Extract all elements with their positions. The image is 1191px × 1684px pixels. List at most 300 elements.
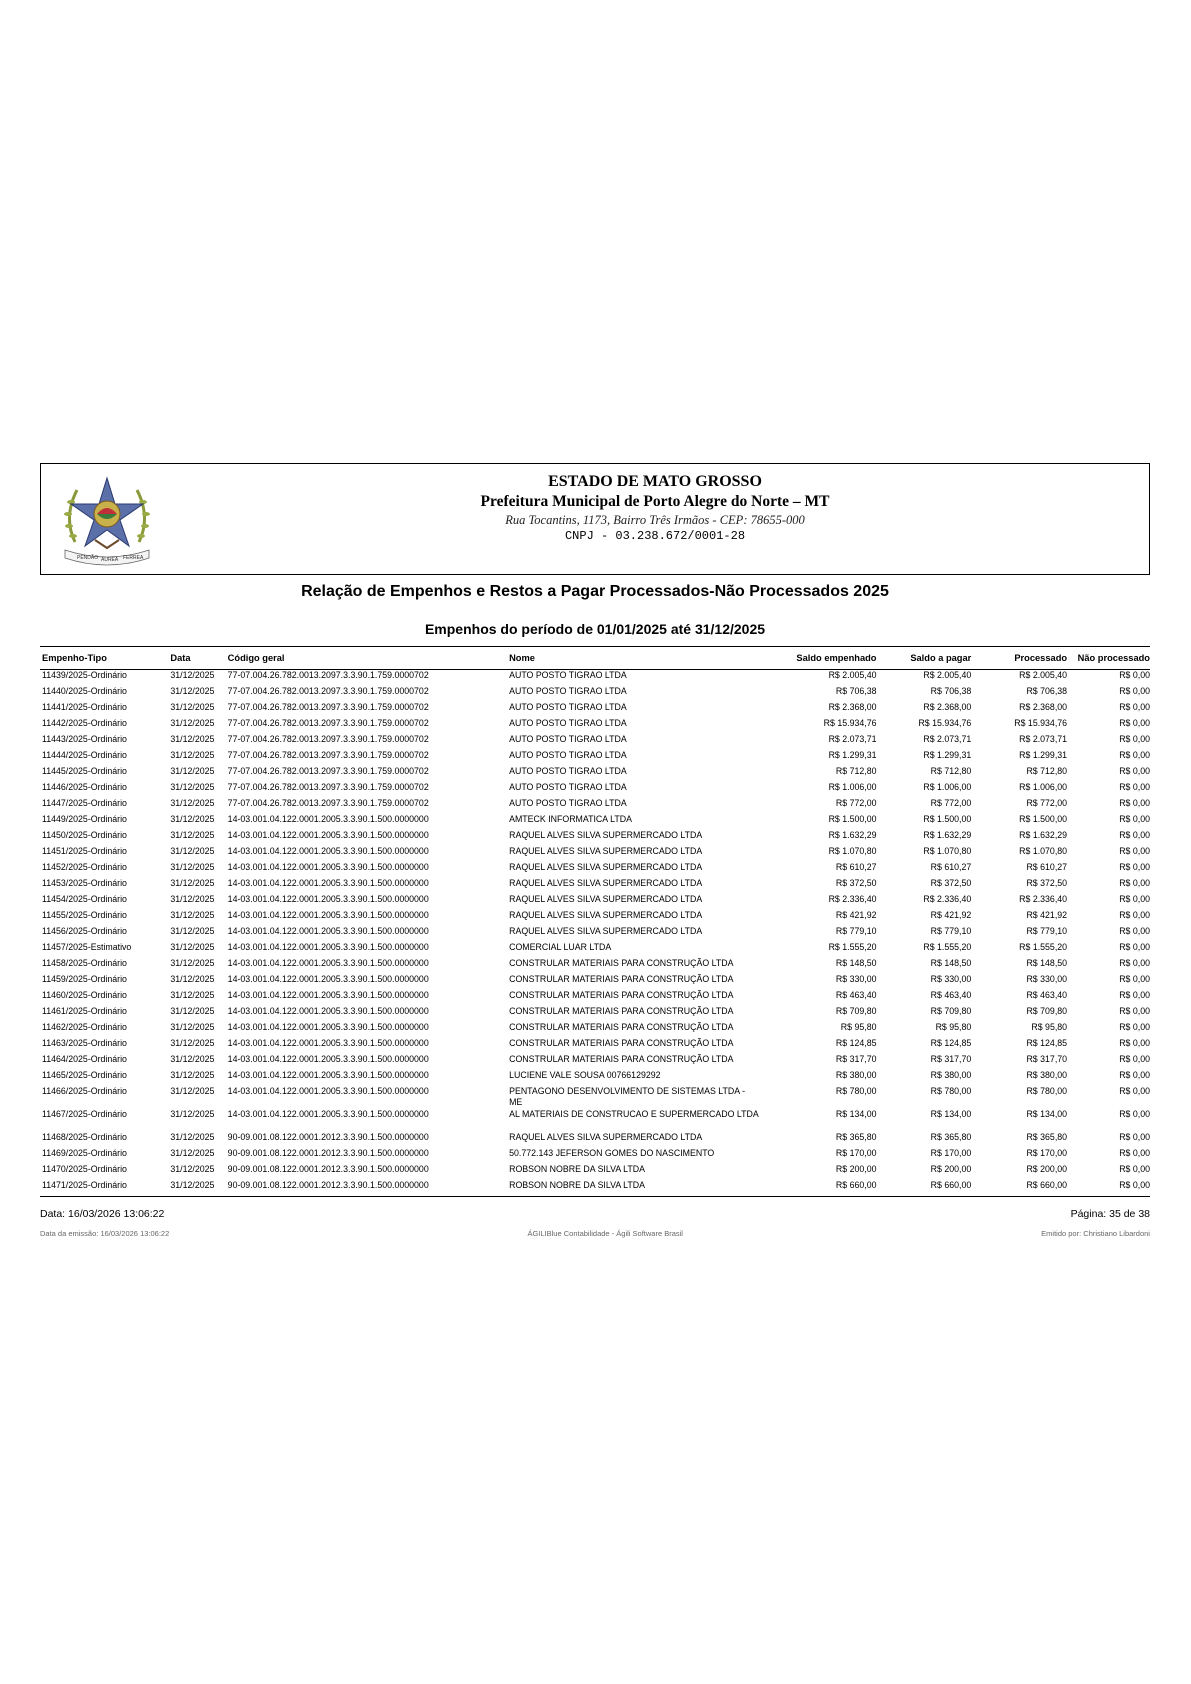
cell-codigo: 14-03.001.04.122.0001.2005.3.3.90.1.500.0000000: [227, 878, 429, 888]
cell-nao-processado: R$ 0,00: [1119, 1022, 1150, 1032]
cell-nome: RAQUEL ALVES SILVA SUPERMERCADO LTDA: [509, 878, 703, 888]
cell-empenho: 11441/2025-Ordinário: [42, 702, 127, 712]
footer-page-number: Página: 35 de 38: [1070, 1208, 1150, 1220]
cell-saldo-a-pagar: R$ 2.073,71: [923, 734, 972, 744]
col-codigo-geral: Código geral: [227, 653, 285, 663]
cell-saldo-a-pagar: R$ 463,40: [930, 990, 972, 1000]
cell-data: 31/12/2025: [170, 702, 215, 712]
cell-empenho: 11442/2025-Ordinário: [42, 718, 127, 728]
cell-nome: 50.772.143 JEFERSON GOMES DO NASCIMENTO: [509, 1148, 715, 1158]
cell-saldo-a-pagar: R$ 780,00: [930, 1086, 972, 1096]
cell-processado: R$ 1.299,31: [1019, 750, 1068, 760]
cell-codigo: 14-03.001.04.122.0001.2005.3.3.90.1.500.0000000: [227, 894, 429, 904]
cell-codigo: 77-07.004.26.782.0013.2097.3.3.90.1.759.0000702: [227, 718, 429, 728]
cell-data: 31/12/2025: [170, 1070, 215, 1080]
cell-nome: RAQUEL ALVES SILVA SUPERMERCADO LTDA: [509, 830, 703, 840]
cell-nome: CONSTRULAR MATERIAIS PARA CONSTRUÇÃO LTDA: [509, 1054, 734, 1064]
cell-saldo-a-pagar: R$ 2.336,40: [923, 894, 972, 904]
software-name: ÁGILIBlue Contabilidade - Ágili Software Brasil: [527, 1229, 683, 1238]
table-row: [40, 894, 1150, 910]
table-header: [40, 646, 1150, 670]
cell-saldo-empenhado: R$ 200,00: [835, 1164, 877, 1174]
cell-saldo-a-pagar: R$ 124,85: [930, 1038, 972, 1048]
cell-data: 31/12/2025: [170, 846, 215, 856]
cell-data: 31/12/2025: [170, 750, 215, 760]
cell-data: 31/12/2025: [170, 782, 215, 792]
cell-saldo-empenhado: R$ 380,00: [835, 1070, 877, 1080]
cell-saldo-empenhado: R$ 463,40: [835, 990, 877, 1000]
cell-nome: CONSTRULAR MATERIAIS PARA CONSTRUÇÃO LTDA: [509, 1038, 734, 1048]
cell-data: 31/12/2025: [170, 734, 215, 744]
table-row: [40, 1022, 1150, 1038]
cell-nome: ROBSON NOBRE DA SILVA LTDA: [509, 1180, 645, 1190]
cell-data: 31/12/2025: [170, 718, 215, 728]
cell-processado: R$ 15.934,76: [1014, 718, 1068, 728]
cell-processado: R$ 330,00: [1026, 974, 1068, 984]
cell-nome: AUTO POSTO TIGRAO LTDA: [509, 750, 627, 760]
cell-codigo: 14-03.001.04.122.0001.2005.3.3.90.1.500.0000000: [227, 1038, 429, 1048]
cell-data: 31/12/2025: [170, 1038, 215, 1048]
cell-saldo-a-pagar: R$ 660,00: [930, 1180, 972, 1190]
table-row: [40, 798, 1150, 814]
cell-empenho: 11453/2025-Ordinário: [42, 878, 127, 888]
cell-codigo: 77-07.004.26.782.0013.2097.3.3.90.1.759.0000702: [227, 702, 429, 712]
cell-data: 31/12/2025: [170, 1022, 215, 1032]
table-row: [40, 958, 1150, 974]
cell-saldo-a-pagar: R$ 1.299,31: [923, 750, 972, 760]
cell-codigo: 77-07.004.26.782.0013.2097.3.3.90.1.759.0000702: [227, 734, 429, 744]
cell-empenho: 11459/2025-Ordinário: [42, 974, 127, 984]
table-row: [40, 1109, 1150, 1132]
emission-footer: [40, 1229, 1150, 1238]
cell-codigo: 14-03.001.04.122.0001.2005.3.3.90.1.500.0000000: [227, 926, 429, 936]
cell-nome: LUCIENE VALE SOUSA 00766129292: [509, 1070, 661, 1080]
document-subtitle: Empenhos do período de 01/01/2025 até 31/12/2025: [424, 621, 766, 637]
cell-empenho: 11463/2025-Ordinário: [42, 1038, 127, 1048]
cell-codigo: 90-09.001.08.122.0001.2012.3.3.90.1.500.0000000: [227, 1164, 429, 1174]
table-row: [40, 750, 1150, 766]
cell-saldo-empenhado: R$ 1.555,20: [828, 942, 877, 952]
cell-saldo-a-pagar: R$ 15.934,76: [918, 718, 972, 728]
cell-codigo: 90-09.001.08.122.0001.2012.3.3.90.1.500.0000000: [227, 1180, 429, 1190]
cell-empenho: 11467/2025-Ordinário: [42, 1109, 127, 1119]
cell-saldo-empenhado: R$ 1.299,31: [828, 750, 877, 760]
table-row: [40, 782, 1150, 798]
cell-empenho: 11462/2025-Ordinário: [42, 1022, 127, 1032]
table-row: [40, 830, 1150, 846]
cell-data: 31/12/2025: [170, 990, 215, 1000]
table-row: [40, 1070, 1150, 1086]
cell-data: 31/12/2025: [170, 670, 215, 680]
cell-codigo: 14-03.001.04.122.0001.2005.3.3.90.1.500.0000000: [227, 846, 429, 856]
cell-processado: R$ 365,80: [1026, 1132, 1068, 1142]
cell-codigo: 14-03.001.04.122.0001.2005.3.3.90.1.500.0000000: [227, 1070, 429, 1080]
cell-processado: R$ 706,38: [1026, 686, 1068, 696]
cell-codigo: 14-03.001.04.122.0001.2005.3.3.90.1.500.0000000: [227, 958, 429, 968]
cell-nao-processado: R$ 0,00: [1119, 894, 1150, 904]
cell-saldo-a-pagar: R$ 148,50: [930, 958, 972, 968]
letterhead-text: [41, 472, 1149, 544]
cell-data: 31/12/2025: [170, 1180, 215, 1190]
cell-nome: CONSTRULAR MATERIAIS PARA CONSTRUÇÃO LTDA: [509, 1006, 734, 1016]
cell-empenho: 11456/2025-Ordinário: [42, 926, 127, 936]
cell-nome: AUTO POSTO TIGRAO LTDA: [509, 766, 627, 776]
svg-text:FERREA: FERREA: [123, 555, 144, 561]
cell-saldo-a-pagar: R$ 95,80: [935, 1022, 972, 1032]
cell-empenho: 11468/2025-Ordinário: [42, 1132, 127, 1142]
table-row: [40, 974, 1150, 990]
cell-saldo-empenhado: R$ 148,50: [835, 958, 877, 968]
cell-saldo-empenhado: R$ 779,10: [835, 926, 877, 936]
table-row: [40, 1054, 1150, 1070]
cell-saldo-a-pagar: R$ 709,80: [930, 1006, 972, 1016]
cell-saldo-a-pagar: R$ 1.070,80: [923, 846, 972, 856]
cell-saldo-a-pagar: R$ 2.368,00: [923, 702, 972, 712]
table-row: [40, 926, 1150, 942]
cell-empenho: 11469/2025-Ordinário: [42, 1148, 127, 1158]
cell-nome: RAQUEL ALVES SILVA SUPERMERCADO LTDA: [509, 894, 703, 904]
cell-saldo-empenhado: R$ 95,80: [840, 1022, 877, 1032]
cell-processado: R$ 780,00: [1026, 1086, 1068, 1096]
cell-saldo-a-pagar: R$ 421,92: [930, 910, 972, 920]
cell-empenho: 11470/2025-Ordinário: [42, 1164, 127, 1174]
cell-saldo-empenhado: R$ 706,38: [835, 686, 877, 696]
svg-text:PENDÃO: PENDÃO: [77, 555, 99, 561]
cell-codigo: 14-03.001.04.122.0001.2005.3.3.90.1.500.0000000: [227, 942, 429, 952]
cell-data: 31/12/2025: [170, 862, 215, 872]
cell-nao-processado: R$ 0,00: [1119, 718, 1150, 728]
cell-processado: R$ 372,50: [1026, 878, 1068, 888]
cell-nome: AUTO POSTO TIGRAO LTDA: [509, 734, 627, 744]
cell-saldo-a-pagar: R$ 772,00: [930, 798, 972, 808]
cell-saldo-empenhado: R$ 660,00: [835, 1180, 877, 1190]
cell-processado: R$ 779,10: [1026, 926, 1068, 936]
cell-saldo-a-pagar: R$ 317,70: [930, 1054, 972, 1064]
issuer-name: Emitido por: Christiano Libardoni: [1041, 1229, 1150, 1238]
cell-codigo: 77-07.004.26.782.0013.2097.3.3.90.1.759.0000702: [227, 686, 429, 696]
cell-empenho: 11445/2025-Ordinário: [42, 766, 127, 776]
cell-saldo-a-pagar: R$ 1.006,00: [923, 782, 972, 792]
cell-nao-processado: R$ 0,00: [1119, 974, 1150, 984]
cell-saldo-empenhado: R$ 780,00: [835, 1086, 877, 1096]
cell-codigo: 14-03.001.04.122.0001.2005.3.3.90.1.500.0000000: [227, 974, 429, 984]
cell-processado: R$ 1.555,20: [1019, 942, 1068, 952]
cell-nome: AUTO POSTO TIGRAO LTDA: [509, 798, 627, 808]
table-row: [40, 686, 1150, 702]
cell-empenho: 11451/2025-Ordinário: [42, 846, 127, 856]
cell-codigo: 14-03.001.04.122.0001.2005.3.3.90.1.500.0000000: [227, 1006, 429, 1016]
table-row: [40, 702, 1150, 718]
cell-saldo-empenhado: R$ 1.500,00: [828, 814, 877, 824]
cell-saldo-empenhado: R$ 2.073,71: [828, 734, 877, 744]
col-empenho-tipo: Empenho-Tipo: [42, 653, 107, 663]
cell-data: 31/12/2025: [170, 958, 215, 968]
cell-codigo: 14-03.001.04.122.0001.2005.3.3.90.1.500.0000000: [227, 862, 429, 872]
cell-data: 31/12/2025: [170, 1054, 215, 1064]
table-row: [40, 1148, 1150, 1164]
cell-nao-processado: R$ 0,00: [1119, 686, 1150, 696]
cell-nome: COMERCIAL LUAR LTDA: [509, 942, 612, 952]
cell-saldo-a-pagar: R$ 2.005,40: [923, 670, 972, 680]
cell-codigo: 14-03.001.04.122.0001.2005.3.3.90.1.500.0000000: [227, 1109, 429, 1119]
cell-processado: R$ 2.005,40: [1019, 670, 1068, 680]
cell-codigo: 14-03.001.04.122.0001.2005.3.3.90.1.500.0000000: [227, 1086, 429, 1096]
cell-saldo-a-pagar: R$ 779,10: [930, 926, 972, 936]
cell-codigo: 77-07.004.26.782.0013.2097.3.3.90.1.759.0000702: [227, 750, 429, 760]
cell-saldo-a-pagar: R$ 200,00: [930, 1164, 972, 1174]
cell-saldo-empenhado: R$ 1.006,00: [828, 782, 877, 792]
document-title: Relação de Empenhos e Restos a Pagar Processados-Não Processados 2025: [301, 583, 889, 600]
cell-nao-processado: R$ 0,00: [1119, 702, 1150, 712]
table-row: [40, 670, 1150, 686]
cell-empenho: 11446/2025-Ordinário: [42, 782, 127, 792]
cell-empenho: 11464/2025-Ordinário: [42, 1054, 127, 1064]
page-footer: [40, 1208, 1150, 1220]
cell-saldo-empenhado: R$ 709,80: [835, 1006, 877, 1016]
cell-data: 31/12/2025: [170, 1109, 215, 1119]
cell-empenho: 11440/2025-Ordinário: [42, 686, 127, 696]
cell-nome: RAQUEL ALVES SILVA SUPERMERCADO LTDA: [509, 862, 703, 872]
cell-data: 31/12/2025: [170, 766, 215, 776]
cell-saldo-a-pagar: R$ 610,27: [930, 862, 972, 872]
table-row: [40, 766, 1150, 782]
cell-processado: R$ 709,80: [1026, 1006, 1068, 1016]
cell-saldo-empenhado: R$ 2.005,40: [828, 670, 877, 680]
table-row: [40, 1006, 1150, 1022]
letterhead: [40, 463, 1150, 575]
cell-empenho: 11457/2025-Estimativo: [42, 942, 132, 952]
cell-nao-processado: R$ 0,00: [1119, 670, 1150, 680]
cell-saldo-a-pagar: R$ 380,00: [930, 1070, 972, 1080]
cell-data: 31/12/2025: [170, 686, 215, 696]
cell-processado: R$ 380,00: [1026, 1070, 1068, 1080]
table-body: [40, 670, 1150, 1196]
cell-nao-processado: R$ 0,00: [1119, 1148, 1150, 1158]
cell-saldo-a-pagar: R$ 1.632,29: [923, 830, 972, 840]
cell-processado: R$ 1.500,00: [1019, 814, 1068, 824]
cell-nao-processado: R$ 0,00: [1119, 1038, 1150, 1048]
cell-data: 31/12/2025: [170, 1006, 215, 1016]
cell-processado: R$ 148,50: [1026, 958, 1068, 968]
cell-saldo-empenhado: R$ 712,80: [835, 766, 877, 776]
cell-nome: CONSTRULAR MATERIAIS PARA CONSTRUÇÃO LTDA: [509, 990, 734, 1000]
cell-nome: RAQUEL ALVES SILVA SUPERMERCADO LTDA: [509, 910, 703, 920]
table-row: [40, 718, 1150, 734]
cell-nome: CONSTRULAR MATERIAIS PARA CONSTRUÇÃO LTDA: [509, 958, 734, 968]
address: Rua Tocantins, 1173, Bairro Três Irmãos - CEP: 78655-000: [505, 513, 805, 527]
cell-empenho: 11460/2025-Ordinário: [42, 990, 127, 1000]
cell-data: 31/12/2025: [170, 814, 215, 824]
cell-empenho: 11465/2025-Ordinário: [42, 1070, 127, 1080]
svg-text:ÁUREA: ÁUREA: [101, 557, 119, 563]
cell-empenho: 11449/2025-Ordinário: [42, 814, 127, 824]
cell-codigo: 90-09.001.08.122.0001.2012.3.3.90.1.500.0000000: [227, 1132, 429, 1142]
cell-saldo-a-pagar: R$ 134,00: [930, 1109, 972, 1119]
cell-saldo-empenhado: R$ 15.934,76: [823, 718, 877, 728]
cell-nao-processado: R$ 0,00: [1119, 734, 1150, 744]
cell-processado: R$ 95,80: [1031, 1022, 1068, 1032]
cell-nao-processado: R$ 0,00: [1119, 1086, 1150, 1096]
cell-saldo-a-pagar: R$ 372,50: [930, 878, 972, 888]
table-row: [40, 846, 1150, 862]
cell-nao-processado: R$ 0,00: [1119, 990, 1150, 1000]
cell-nao-processado: R$ 0,00: [1119, 766, 1150, 776]
cell-codigo: 77-07.004.26.782.0013.2097.3.3.90.1.759.0000702: [227, 782, 429, 792]
cell-nome: RAQUEL ALVES SILVA SUPERMERCADO LTDA: [509, 1132, 703, 1142]
prefeitura-name: Prefeitura Municipal de Porto Alegre do Norte – MT: [480, 493, 830, 510]
cell-saldo-a-pagar: R$ 1.500,00: [923, 814, 972, 824]
cell-processado: R$ 1.070,80: [1019, 846, 1068, 856]
table-row: [40, 1132, 1150, 1148]
cell-codigo: 77-07.004.26.782.0013.2097.3.3.90.1.759.0000702: [227, 766, 429, 776]
cell-codigo: 14-03.001.04.122.0001.2005.3.3.90.1.500.0000000: [227, 1054, 429, 1064]
table-row: [40, 990, 1150, 1006]
cell-nao-processado: R$ 0,00: [1119, 1054, 1150, 1064]
cell-processado: R$ 170,00: [1026, 1148, 1068, 1158]
cell-nao-processado: R$ 0,00: [1119, 1180, 1150, 1190]
cell-nome: AUTO POSTO TIGRAO LTDA: [509, 702, 627, 712]
cell-processado: R$ 134,00: [1026, 1109, 1068, 1119]
col-saldo-empenhado: Saldo empenhado: [796, 653, 877, 663]
cell-saldo-a-pagar: R$ 712,80: [930, 766, 972, 776]
cell-processado: R$ 2.073,71: [1019, 734, 1068, 744]
cell-saldo-empenhado: R$ 1.070,80: [828, 846, 877, 856]
cell-saldo-a-pagar: R$ 170,00: [930, 1148, 972, 1158]
cell-data: 31/12/2025: [170, 1132, 215, 1142]
cell-nao-processado: R$ 0,00: [1119, 1006, 1150, 1016]
cell-empenho: 11450/2025-Ordinário: [42, 830, 127, 840]
cell-empenho: 11454/2025-Ordinário: [42, 894, 127, 904]
cell-codigo: 77-07.004.26.782.0013.2097.3.3.90.1.759.0000702: [227, 798, 429, 808]
cell-nao-processado: R$ 0,00: [1119, 926, 1150, 936]
cell-nao-processado: R$ 0,00: [1119, 862, 1150, 872]
table-row: [40, 734, 1150, 750]
table-row: [40, 878, 1150, 894]
cell-empenho: 11443/2025-Ordinário: [42, 734, 127, 744]
cell-nome: AUTO POSTO TIGRAO LTDA: [509, 686, 627, 696]
cell-data: 31/12/2025: [170, 1164, 215, 1174]
cell-empenho: 11447/2025-Ordinário: [42, 798, 127, 808]
cell-data: 31/12/2025: [170, 894, 215, 904]
cell-saldo-empenhado: R$ 2.336,40: [828, 894, 877, 904]
cell-data: 31/12/2025: [170, 974, 215, 984]
cell-nome: AMTECK INFORMATICA LTDA: [509, 814, 632, 824]
col-data: Data: [170, 653, 191, 663]
col-processado: Processado: [1014, 653, 1068, 663]
cell-data: 31/12/2025: [170, 942, 215, 952]
table-row: [40, 942, 1150, 958]
cell-empenho: 11452/2025-Ordinário: [42, 862, 127, 872]
cell-empenho: 11461/2025-Ordinário: [42, 1006, 127, 1016]
cell-saldo-empenhado: R$ 365,80: [835, 1132, 877, 1142]
cell-saldo-empenhado: R$ 124,85: [835, 1038, 877, 1048]
cell-saldo-empenhado: R$ 372,50: [835, 878, 877, 888]
cell-nao-processado: R$ 0,00: [1119, 814, 1150, 824]
col-nome: Nome: [509, 653, 535, 663]
cell-processado: R$ 2.368,00: [1019, 702, 1068, 712]
cell-saldo-a-pagar: R$ 365,80: [930, 1132, 972, 1142]
table-row: [40, 814, 1150, 830]
cell-nao-processado: R$ 0,00: [1119, 878, 1150, 888]
cell-data: 31/12/2025: [170, 878, 215, 888]
cell-nao-processado: R$ 0,00: [1119, 798, 1150, 808]
cell-processado: R$ 2.336,40: [1019, 894, 1068, 904]
footer-date: Data: 16/03/2026 13:06:22: [40, 1208, 165, 1220]
cell-nao-processado: R$ 0,00: [1119, 846, 1150, 856]
cell-nome: AUTO POSTO TIGRAO LTDA: [509, 670, 627, 680]
cell-processado: R$ 463,40: [1026, 990, 1068, 1000]
cell-nome: AUTO POSTO TIGRAO LTDA: [509, 718, 627, 728]
cell-data: 31/12/2025: [170, 926, 215, 936]
cell-processado: R$ 124,85: [1026, 1038, 1068, 1048]
cell-saldo-empenhado: R$ 317,70: [835, 1054, 877, 1064]
col-nao-processado: Não processado: [1077, 653, 1150, 663]
cell-nao-processado: R$ 0,00: [1119, 942, 1150, 952]
cell-nao-processado: R$ 0,00: [1119, 782, 1150, 792]
cell-processado: R$ 1.632,29: [1019, 830, 1068, 840]
cell-saldo-empenhado: R$ 2.368,00: [828, 702, 877, 712]
cell-saldo-empenhado: R$ 330,00: [835, 974, 877, 984]
cell-saldo-empenhado: R$ 1.632,29: [828, 830, 877, 840]
cell-processado: R$ 1.006,00: [1019, 782, 1068, 792]
cell-codigo: 14-03.001.04.122.0001.2005.3.3.90.1.500.0000000: [227, 1022, 429, 1032]
cell-saldo-a-pagar: R$ 1.555,20: [923, 942, 972, 952]
cell-empenho: 11455/2025-Ordinário: [42, 910, 127, 920]
state-name: ESTADO DE MATO GROSSO: [548, 473, 762, 490]
cell-nao-processado: R$ 0,00: [1119, 750, 1150, 760]
cell-processado: R$ 660,00: [1026, 1180, 1068, 1190]
table-row: [40, 1180, 1150, 1196]
cell-codigo: 14-03.001.04.122.0001.2005.3.3.90.1.500.0000000: [227, 814, 429, 824]
cell-codigo: 14-03.001.04.122.0001.2005.3.3.90.1.500.0000000: [227, 910, 429, 920]
cell-nao-processado: R$ 0,00: [1119, 1132, 1150, 1142]
cell-processado: R$ 317,70: [1026, 1054, 1068, 1064]
cell-processado: R$ 712,80: [1026, 766, 1068, 776]
cell-saldo-empenhado: R$ 610,27: [835, 862, 877, 872]
col-saldo-a-pagar: Saldo a pagar: [910, 653, 972, 663]
cell-data: 31/12/2025: [170, 1148, 215, 1158]
table-row: [40, 1086, 1150, 1109]
cell-nao-processado: R$ 0,00: [1119, 1109, 1150, 1119]
cell-saldo-a-pagar: R$ 330,00: [930, 974, 972, 984]
cell-data: 31/12/2025: [170, 798, 215, 808]
cell-nome: RAQUEL ALVES SILVA SUPERMERCADO LTDA: [509, 846, 703, 856]
cell-nome: AL MATERIAIS DE CONSTRUCAO E SUPERMERCADO LTDA: [509, 1109, 759, 1119]
cell-empenho: 11444/2025-Ordinário: [42, 750, 127, 760]
cell-empenho: 11439/2025-Ordinário: [42, 670, 127, 680]
cell-nome: PENTAGONO DESENVOLVIMENTO DE SISTEMAS LTDA - ME: [509, 1086, 746, 1107]
empenhos-table: [40, 646, 1150, 1197]
cell-saldo-empenhado: R$ 421,92: [835, 910, 877, 920]
cell-codigo: 90-09.001.08.122.0001.2012.3.3.90.1.500.0000000: [227, 1148, 429, 1158]
cell-saldo-empenhado: R$ 134,00: [835, 1109, 877, 1119]
cell-empenho: 11466/2025-Ordinário: [42, 1086, 127, 1096]
cell-nome: CONSTRULAR MATERIAIS PARA CONSTRUÇÃO LTDA: [509, 974, 734, 984]
cell-empenho: 11458/2025-Ordinário: [42, 958, 127, 968]
cell-empenho: 11471/2025-Ordinário: [42, 1180, 127, 1190]
cell-data: 31/12/2025: [170, 830, 215, 840]
cell-nome: AUTO POSTO TIGRAO LTDA: [509, 782, 627, 792]
cell-nome: ROBSON NOBRE DA SILVA LTDA: [509, 1164, 645, 1174]
cnpj: CNPJ - 03.238.672/0001-28: [564, 529, 746, 543]
cell-nao-processado: R$ 0,00: [1119, 1164, 1150, 1174]
cell-saldo-a-pagar: R$ 706,38: [930, 686, 972, 696]
cell-processado: R$ 772,00: [1026, 798, 1068, 808]
cell-nao-processado: R$ 0,00: [1119, 958, 1150, 968]
cell-data: 31/12/2025: [170, 910, 215, 920]
cell-nome: CONSTRULAR MATERIAIS PARA CONSTRUÇÃO LTDA: [509, 1022, 734, 1032]
table-row: [40, 1164, 1150, 1180]
